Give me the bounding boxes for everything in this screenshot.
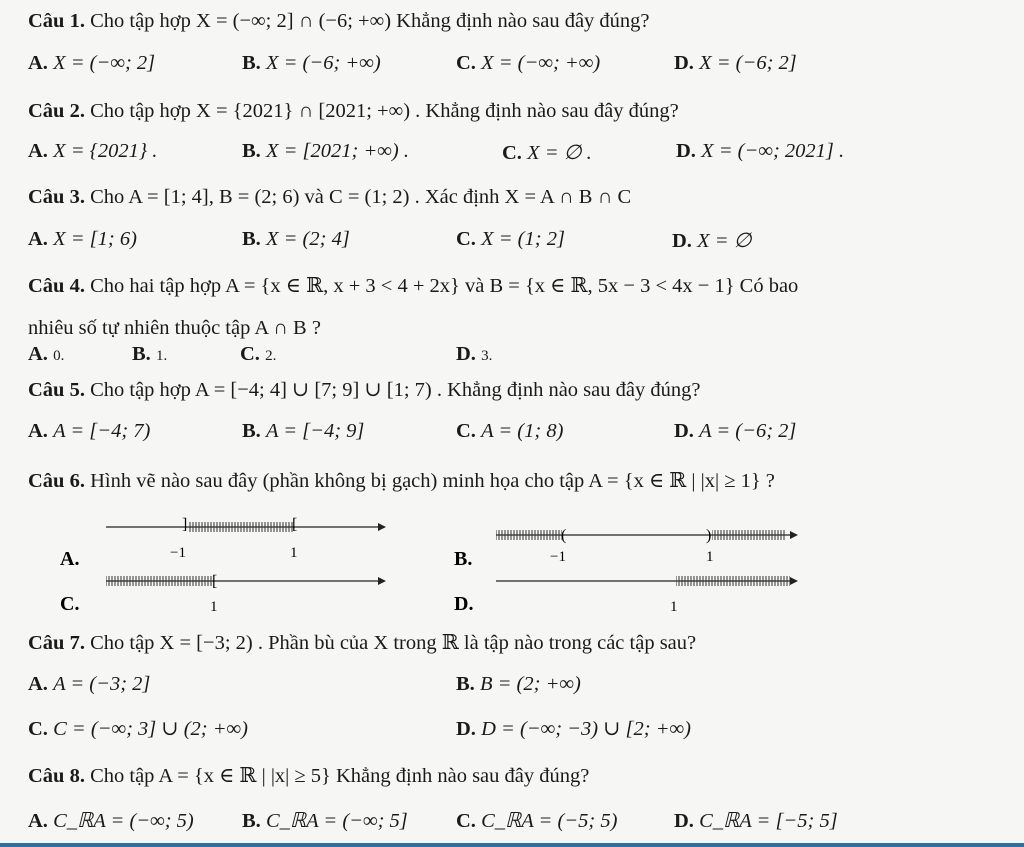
- option-label: C.: [456, 228, 476, 250]
- option-label: D.: [454, 593, 474, 615]
- number-line-figures: [0, 505, 1024, 620]
- option-label: C.: [240, 343, 260, 365]
- option-label: C.: [502, 142, 522, 164]
- option-text: C_ℝA = [−5; 5]: [699, 810, 838, 832]
- option-c[interactable]: [456, 420, 563, 443]
- option-label: D.: [674, 420, 694, 442]
- option-a[interactable]: [28, 140, 157, 163]
- option-text: X = (−∞; 2]: [53, 52, 156, 74]
- option-text: X = (−∞; +∞): [481, 52, 601, 74]
- option-label: B.: [242, 228, 261, 250]
- question-label: Câu 2.: [28, 100, 85, 122]
- option-label: A.: [28, 140, 48, 162]
- option-c[interactable]: [28, 716, 248, 741]
- option-a[interactable]: [28, 228, 137, 251]
- question-4: [28, 273, 798, 299]
- option-text: X = ∅: [697, 230, 752, 252]
- option-b-figure[interactable]: [454, 527, 798, 570]
- option-text: A = (−3; 2]: [53, 673, 151, 695]
- option-c-figure[interactable]: [60, 573, 386, 615]
- tick-label: 1: [210, 599, 218, 615]
- option-text: X = (−6; 2]: [699, 52, 797, 74]
- question-3: [28, 184, 631, 210]
- option-text: X = ∅ .: [527, 142, 592, 164]
- question-7: [28, 630, 696, 656]
- option-text: C_ℝA = (−∞; 5]: [265, 810, 408, 832]
- option-label: B.: [242, 810, 261, 832]
- option-label: C.: [456, 810, 476, 832]
- option-text: X = (−∞; 2021] .: [701, 140, 845, 162]
- option-label: B.: [242, 140, 261, 162]
- option-label: B.: [132, 343, 151, 365]
- question-label: Câu 5.: [28, 379, 85, 401]
- question-text: Cho hai tập hợp A = {x ∈ ℝ, x + 3 < 4 + 2x} và B = {x ∈ ℝ, 5x − 3 < 4x − 1} Có bao: [90, 275, 799, 297]
- option-b[interactable]: [132, 343, 167, 366]
- option-text: X = (2; 4]: [265, 228, 350, 250]
- option-b[interactable]: [242, 228, 350, 251]
- question-6: [28, 468, 775, 494]
- arrow-icon: [378, 523, 386, 531]
- hatched-region: [106, 576, 214, 586]
- option-label: B.: [456, 673, 475, 695]
- option-label: A.: [28, 343, 48, 365]
- option-text: D = (−∞; −3) ∪ [2; +∞): [481, 718, 691, 740]
- arrow-icon: [790, 531, 798, 539]
- bottom-edge-bar: [0, 843, 1024, 847]
- option-d[interactable]: [456, 343, 492, 366]
- option-text: A = [−4; 9]: [265, 420, 365, 442]
- option-label: A.: [28, 52, 48, 74]
- hatched-region: [496, 530, 562, 540]
- option-text: 2.: [265, 348, 277, 364]
- option-b[interactable]: [242, 420, 364, 443]
- option-text: 1.: [155, 348, 168, 364]
- option-c[interactable]: [456, 808, 617, 833]
- question-4-continued: [28, 315, 321, 341]
- option-label: D.: [674, 52, 694, 74]
- option-a[interactable]: [28, 673, 150, 696]
- option-text: B = (2; +∞): [479, 673, 581, 695]
- tick-label: 1: [706, 549, 714, 565]
- option-label: A.: [28, 673, 48, 695]
- option-label: B.: [242, 52, 261, 74]
- option-label: D.: [456, 343, 476, 365]
- option-d[interactable]: [674, 808, 838, 833]
- bracket-mark: [: [292, 516, 298, 533]
- option-b[interactable]: [242, 52, 381, 75]
- question-text: Cho tập hợp X = (−∞; 2] ∩ (−6; +∞) Khẳng định nào sau đây đúng?: [90, 10, 650, 32]
- option-text: A = [−4; 7): [53, 420, 151, 442]
- option-text: A = (−6; 2]: [699, 420, 797, 442]
- option-label: A.: [60, 548, 80, 570]
- question-2: [28, 98, 679, 124]
- hatched-region: [189, 522, 294, 532]
- option-text: X = {2021} .: [53, 140, 158, 162]
- option-text: A = (1; 8): [481, 420, 564, 442]
- option-d[interactable]: [672, 228, 752, 253]
- question-text: Cho tập hợp A = [−4; 4] ∪ [7; 9] ∪ [1; 7) . Khẳng định nào sau đây đúng?: [90, 379, 701, 401]
- option-c[interactable]: [456, 228, 565, 251]
- option-label: B.: [454, 548, 473, 570]
- option-c[interactable]: [456, 52, 600, 75]
- option-a[interactable]: [28, 808, 194, 833]
- question-text: Cho tập hợp X = {2021} ∩ [2021; +∞) . Khẳng định nào sau đây đúng?: [90, 100, 679, 122]
- option-text: 0.: [53, 348, 65, 364]
- option-d[interactable]: [674, 420, 796, 443]
- option-text: X = (1; 2]: [481, 228, 565, 250]
- question-label: Câu 7.: [28, 632, 85, 654]
- tick-label: −1: [550, 549, 566, 565]
- option-text: C_ℝA = (−5; 5): [481, 810, 618, 832]
- option-label: B.: [242, 420, 261, 442]
- question-text: Cho tập X = [−3; 2) . Phần bù của X trong ℝ là tập nào trong các tập sau?: [90, 632, 697, 654]
- question-label: Câu 3.: [28, 186, 85, 208]
- bracket-mark: ): [706, 527, 712, 544]
- option-text: X = (−6; +∞): [265, 52, 381, 74]
- option-label: D.: [674, 810, 694, 832]
- question-8: [28, 763, 589, 789]
- option-text: X = [1; 6): [53, 228, 137, 250]
- hatched-region: [676, 576, 790, 586]
- option-c[interactable]: [502, 140, 592, 165]
- question-1: [28, 8, 650, 34]
- option-label: A.: [28, 420, 48, 442]
- tick-label: 1: [290, 545, 298, 561]
- option-b[interactable]: [242, 808, 408, 833]
- question-label: Câu 6.: [28, 470, 85, 492]
- option-label: D.: [456, 718, 476, 740]
- option-text: X = [2021; +∞) .: [265, 140, 409, 162]
- option-d-figure[interactable]: [454, 576, 798, 615]
- option-label: C.: [28, 718, 48, 740]
- bracket-mark: (: [561, 527, 567, 544]
- option-b[interactable]: [456, 673, 581, 696]
- bracket-mark: ]: [182, 516, 188, 533]
- hatched-region: [712, 530, 786, 540]
- arrow-icon: [378, 577, 386, 585]
- option-a[interactable]: [28, 343, 64, 366]
- option-text: C_ℝA = (−∞; 5): [53, 810, 194, 832]
- option-d[interactable]: [674, 52, 797, 75]
- question-text: Cho tập A = {x ∈ ℝ | |x| ≥ 5} Khẳng định nào sau đây đúng?: [90, 765, 590, 787]
- option-label: A.: [28, 228, 48, 250]
- question-text-line2: nhiêu số tự nhiên thuộc tập A ∩ B ?: [28, 317, 321, 339]
- question-label: Câu 1.: [28, 10, 85, 32]
- option-d[interactable]: [456, 716, 691, 741]
- option-label: C.: [60, 593, 80, 615]
- option-label: C.: [456, 52, 476, 74]
- option-label: C.: [456, 420, 476, 442]
- option-a-figure[interactable]: [60, 516, 386, 570]
- bracket-mark: [: [212, 573, 218, 590]
- option-d[interactable]: [676, 140, 844, 163]
- option-text: C = (−∞; 3] ∪ (2; +∞): [53, 718, 249, 740]
- option-label: A.: [28, 810, 48, 832]
- option-a[interactable]: [28, 52, 155, 75]
- arrow-icon: [790, 577, 798, 585]
- option-c[interactable]: [240, 343, 276, 366]
- option-b[interactable]: [242, 140, 409, 163]
- question-text: Hình vẽ nào sau đây (phần không bị gạch) minh họa cho tập A = {x ∈ ℝ | |x| ≥ 1} ?: [90, 470, 775, 492]
- question-label: Câu 8.: [28, 765, 85, 787]
- tick-label: −1: [170, 545, 186, 561]
- option-text: 3.: [481, 348, 493, 364]
- tick-label: 1: [670, 599, 678, 615]
- option-label: D.: [672, 230, 692, 252]
- option-label: D.: [676, 140, 696, 162]
- question-text: Cho A = [1; 4], B = (2; 6) và C = (1; 2) . Xác định X = A ∩ B ∩ C: [90, 186, 632, 208]
- option-a[interactable]: [28, 420, 150, 443]
- question-label: Câu 4.: [28, 275, 85, 297]
- question-5: [28, 377, 700, 403]
